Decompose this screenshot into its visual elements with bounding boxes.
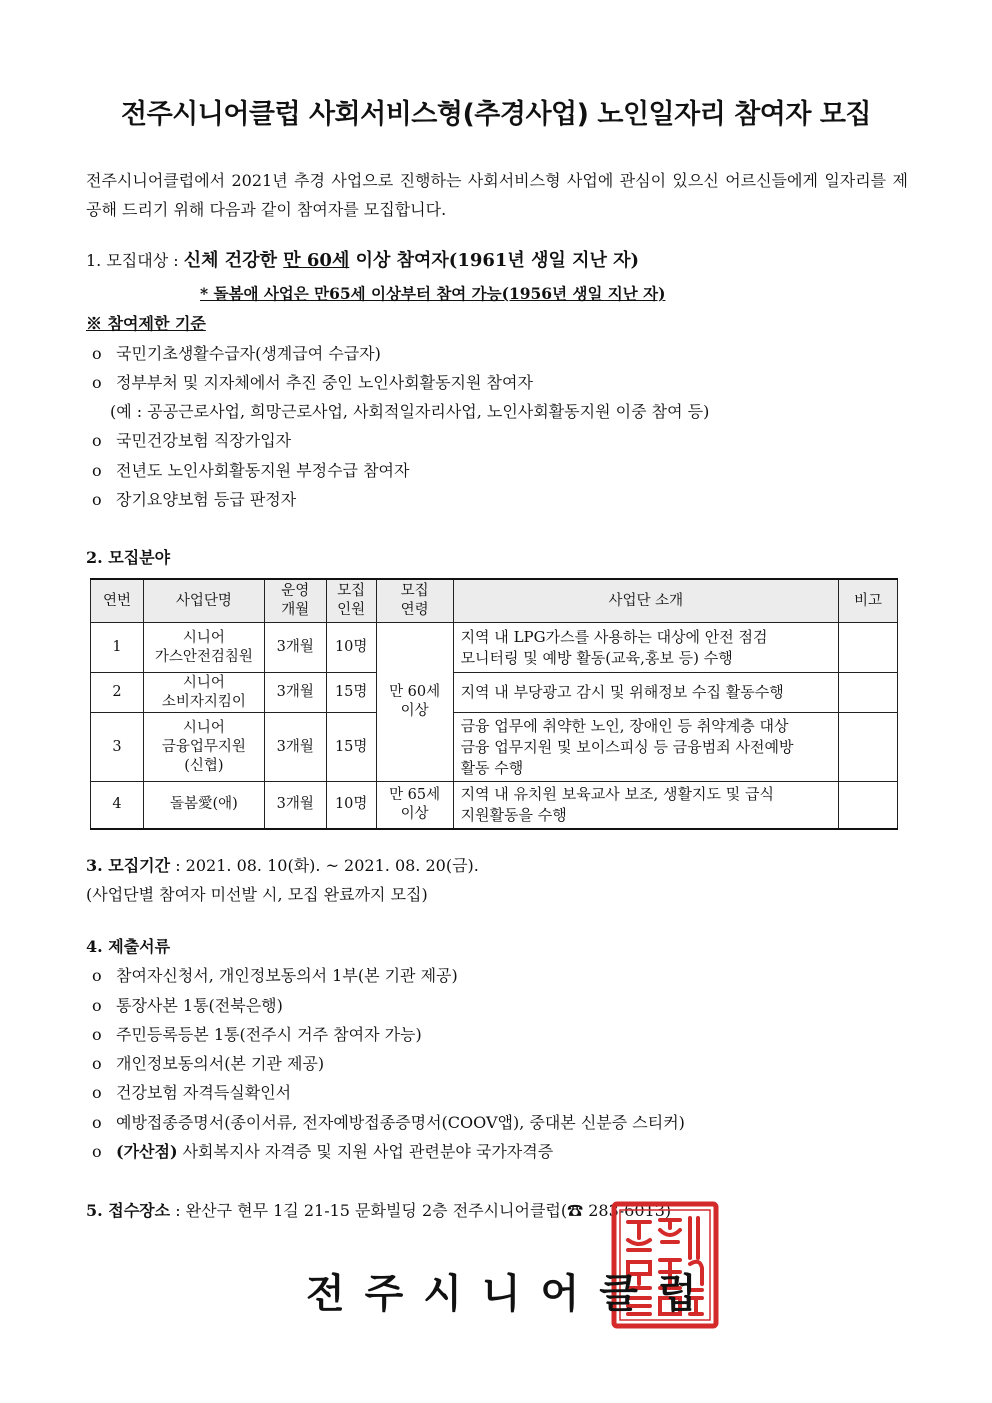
list-item xyxy=(92,341,381,364)
cell-name: 시니어 금융업무지원 (신협) xyxy=(161,719,246,774)
exclusion-text: 장기요양보험 등급 판정자 xyxy=(116,490,297,509)
target-age: 만 60세 xyxy=(283,250,350,271)
cell-count: 10명 xyxy=(326,782,376,829)
list-item xyxy=(110,399,709,422)
cell-no: 3 xyxy=(91,713,144,782)
bullet-icon: o xyxy=(92,373,102,392)
cell-desc: 지역 내 LPG가스를 사용하는 대상에 안전 점검 모니터링 및 예방 활동(교육,홍보 등) 수행 xyxy=(460,627,768,667)
list-item xyxy=(92,458,409,481)
list-item xyxy=(92,1080,291,1103)
period-note: (사업단별 참여자 미선발 시, 모집 완료까지 모집) xyxy=(86,885,428,904)
section-fields xyxy=(86,545,170,568)
exclusion-text: 국민건강보험 직장가입자 xyxy=(116,431,292,450)
col-header: 비고 xyxy=(839,579,898,623)
section-docs xyxy=(86,934,170,957)
list-item xyxy=(92,993,283,1016)
cell-note xyxy=(839,673,898,713)
col-header: 모집 연령 xyxy=(376,579,453,623)
period-value: : 2021. 08. 10(화). ~ 2021. 08. 20(금). xyxy=(170,856,479,875)
list-item xyxy=(92,370,533,393)
section-docs-label: 4. 제출서류 xyxy=(86,937,171,956)
cell-months: 3개월 xyxy=(264,782,326,829)
exclusion-text: 국민기초생활수급자(생계급여 수급자) xyxy=(116,344,381,363)
target-pre: 신체 건강한 xyxy=(183,250,284,271)
list-item xyxy=(92,1022,422,1045)
cell-age: 만 60세 이상 xyxy=(389,684,441,719)
doc-text: 주민등록등본 1통(전주시 거주 참여자 가능) xyxy=(116,1025,422,1044)
cell-desc: 지역 내 유치원 보육교사 보조, 생활지도 및 급식 지원활동을 수행 xyxy=(460,784,775,824)
bullet-icon: o xyxy=(92,1142,102,1161)
location-value: : 완산구 현무 1길 21-15 문화빌딩 2층 전주시니어클럽(☎ 283-6013) xyxy=(170,1201,672,1220)
cell-desc: 금융 업무에 취약한 노인, 장애인 등 취약계층 대상 금융 업무지원 및 보이스피싱 등 금융범죄 사전예방 활동 수행 xyxy=(460,716,794,777)
cell-no: 2 xyxy=(91,673,144,713)
cell-age: 만 65세 이상 xyxy=(389,786,441,822)
list-item xyxy=(92,1139,553,1162)
col-header: 사업단 소개 xyxy=(453,579,838,623)
exclusion-title: ※ 참여제한 기준 xyxy=(86,314,206,333)
bullet-icon: o xyxy=(92,996,102,1015)
section-fields-label: 2. 모집분야 xyxy=(86,548,171,567)
footer-org-name: 전주시니어클럽 xyxy=(306,1271,717,1317)
bullet-icon: o xyxy=(92,1083,102,1102)
bullet-icon: o xyxy=(92,1113,102,1132)
separator: : xyxy=(168,251,184,270)
cell-note xyxy=(839,623,898,673)
exclusion-text: (예 : 공공근로사업, 희망근로사업, 사회적일자리사업, 노인사회활동지원 이중 참여 등) xyxy=(110,402,710,421)
cell-name: 시니어 소비자지킴이 xyxy=(161,674,246,710)
cell-name: 돌봄愛(애) xyxy=(169,796,238,813)
cell-months: 3개월 xyxy=(264,623,326,673)
exclusion-text: 전년도 노인사회활동지원 부정수급 참여자 xyxy=(116,461,410,480)
cell-count: 10명 xyxy=(326,623,376,673)
cell-no: 4 xyxy=(91,782,144,829)
cell-months: 3개월 xyxy=(264,713,326,782)
bonus-label: (가산점) xyxy=(116,1142,178,1161)
cell-no: 1 xyxy=(91,623,144,673)
target-note: * 돌봄애 사업은 만65세 이상부터 참여 가능(1956년 생일 지난 자) xyxy=(200,284,666,303)
bullet-icon: o xyxy=(92,1054,102,1073)
table-row xyxy=(91,713,898,782)
cell-note xyxy=(839,713,898,782)
target-post: 이상 참여자(1961년 생일 지난 자) xyxy=(349,250,640,271)
bullet-icon: o xyxy=(92,461,102,480)
page-title: 전주시니어클럽 사회서비스형(추경사업) 노인일자리 참여자 모집 xyxy=(121,99,871,130)
list-item xyxy=(92,1051,324,1074)
doc-text: 건강보험 자격득실확인서 xyxy=(116,1083,292,1102)
bullet-icon: o xyxy=(92,431,102,450)
section-location-label: 5. 접수장소 xyxy=(86,1201,171,1220)
list-item xyxy=(92,487,296,510)
section-period-label: 3. 모집기간 xyxy=(86,856,171,875)
bullet-icon: o xyxy=(92,490,102,509)
bullet-icon: o xyxy=(92,1025,102,1044)
list-item xyxy=(92,963,458,986)
cell-count: 15명 xyxy=(326,713,376,782)
col-header: 연번 xyxy=(91,579,144,623)
doc-text: 참여자신청서, 개인정보동의서 1부(본 기관 제공) xyxy=(116,966,458,985)
table-row xyxy=(91,623,898,673)
section-period xyxy=(86,853,479,876)
col-header: 사업단명 xyxy=(143,579,264,623)
table-row xyxy=(91,782,898,829)
bullet-icon: o xyxy=(92,966,102,985)
fields-table xyxy=(90,578,898,830)
doc-text: 통장사본 1통(전북은행) xyxy=(116,996,283,1015)
col-header: 모집 인원 xyxy=(326,579,376,623)
doc-text: 개인정보동의서(본 기관 제공) xyxy=(116,1054,325,1073)
cell-note xyxy=(839,782,898,829)
col-header: 운영 개월 xyxy=(264,579,326,623)
table-row xyxy=(91,673,898,713)
intro-paragraph: 전주시니어클럽에서 2021년 추경 사업으로 진행하는 사회서비스형 사업에 관심이 있으신 어르신들에게 일자리를 제공해 드리기 위해 다음과 같이 참여자를 모집합니다. xyxy=(86,171,908,219)
cell-desc: 지역 내 부당광고 감시 및 위해정보 수집 활동수행 xyxy=(460,683,784,701)
doc-text: 예방접종증명서(종이서류, 전자예방접종증명서(COOV앱), 중대본 신분증 스티커) xyxy=(116,1113,685,1132)
section-target-label: 1. 모집대상 xyxy=(86,251,169,270)
cell-count: 15명 xyxy=(326,673,376,713)
doc-text: 사회복지사 자격증 및 지원 사업 관련분야 국가자격증 xyxy=(177,1142,554,1161)
bullet-icon: o xyxy=(92,344,102,363)
exclusion-text: 정부부처 및 지자체에서 추진 중인 노인사회활동지원 참여자 xyxy=(116,373,533,392)
cell-name: 시니어 가스안전검침원 xyxy=(154,629,253,665)
list-item xyxy=(92,1110,685,1133)
cell-months: 3개월 xyxy=(264,673,326,713)
section-target xyxy=(86,246,639,272)
list-item xyxy=(92,428,291,451)
section-location xyxy=(86,1198,671,1221)
